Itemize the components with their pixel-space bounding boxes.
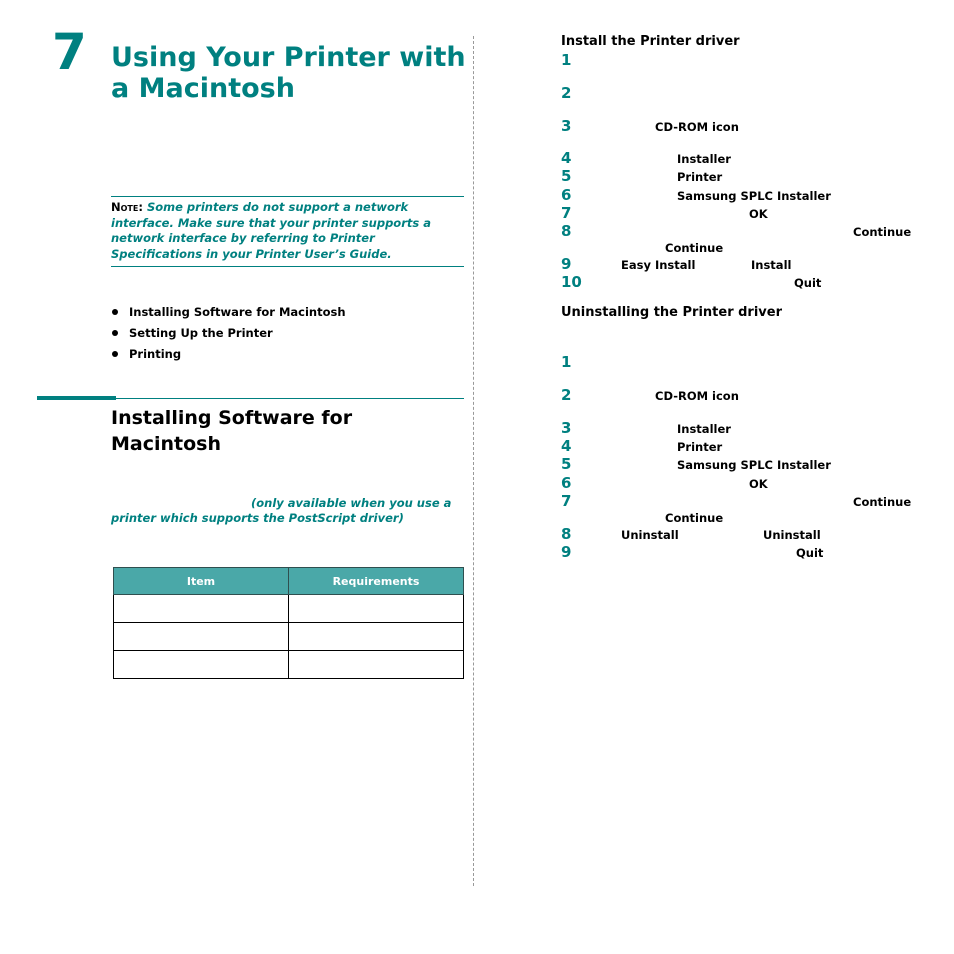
uninstall-keyword: CD-ROM icon — [655, 389, 739, 403]
uninstall-keyword: Continue — [665, 511, 724, 525]
uninstall-step-number: 3 — [561, 419, 572, 437]
table-row — [114, 623, 464, 651]
install-step-number: 9 — [561, 255, 572, 273]
topic-item[interactable]: Installing Software for Macintosh — [111, 304, 346, 325]
note-label: Note: — [111, 200, 143, 214]
install-step-number: 4 — [561, 149, 572, 167]
table-header-item: Item — [114, 568, 289, 595]
uninstall-keyword: OK — [749, 477, 768, 491]
install-step-number: 2 — [561, 84, 572, 102]
install-keyword: Install — [751, 258, 792, 272]
note-text: Some printers do not support a network interface. Make sure that your printer supports a network interface by referring to Printer Specifications in your Printer User’s Guide. — [111, 200, 431, 261]
uninstall-step-number: 7 — [561, 492, 572, 510]
bullet-icon — [112, 309, 118, 315]
requirements-table — [113, 567, 464, 679]
chapter-number: 7 — [52, 23, 87, 81]
uninstall-step-number: 2 — [561, 386, 572, 404]
install-step-number: 10 — [561, 273, 582, 291]
uninstall-keyword: Samsung SPLC Installer — [677, 458, 831, 472]
uninstall-step-number: 4 — [561, 437, 572, 455]
uninstall-keyword: Uninstall — [763, 528, 821, 542]
uninstall-step-number: 6 — [561, 474, 572, 492]
topic-item[interactable]: Setting Up the Printer — [111, 325, 346, 346]
note-bottom-rule — [111, 266, 464, 267]
install-step-number: 3 — [561, 117, 572, 135]
bullet-icon — [112, 330, 118, 336]
topic-item[interactable]: Printing — [111, 346, 346, 367]
column-divider — [473, 36, 474, 886]
uninstall-step-number: 1 — [561, 353, 572, 371]
install-keyword: Continue — [853, 225, 912, 239]
install-step-number: 6 — [561, 186, 572, 204]
install-keyword: OK — [749, 207, 768, 221]
chapter-title: Using Your Printer with a Macintosh — [111, 42, 466, 104]
install-step-number: 8 — [561, 222, 572, 240]
install-keyword: Samsung SPLC Installer — [677, 189, 831, 203]
install-step-number: 1 — [561, 51, 572, 69]
install-keyword: CD-ROM icon — [655, 120, 739, 134]
uninstall-keyword: Printer — [677, 440, 723, 454]
section-title: Installing Software for Macintosh — [111, 407, 353, 455]
install-keyword: Installer — [677, 152, 731, 166]
uninstall-step-number: 9 — [561, 543, 572, 561]
section-rule — [116, 398, 464, 399]
note-top-rule — [111, 196, 464, 197]
install-step-number: 5 — [561, 167, 572, 185]
install-keyword: Printer — [677, 170, 723, 184]
postscript-note: (only available when you use a printer which supports the PostScript driver) — [111, 496, 452, 525]
section-accent-bar — [37, 396, 116, 400]
table-row — [114, 651, 464, 679]
uninstall-heading: Uninstalling the Printer driver — [561, 305, 783, 320]
table-header-requirements: Requirements — [289, 568, 464, 595]
uninstall-keyword: Installer — [677, 422, 731, 436]
install-step-number: 7 — [561, 204, 572, 222]
uninstall-keyword: Uninstall — [621, 528, 679, 542]
uninstall-keyword: Quit — [796, 546, 824, 560]
note-block — [111, 200, 463, 262]
table-row — [114, 595, 464, 623]
install-keyword: Continue — [665, 241, 724, 255]
uninstall-step-number: 8 — [561, 525, 572, 543]
uninstall-step-number: 5 — [561, 455, 572, 473]
bullet-icon — [112, 351, 118, 357]
install-keyword: Easy Install — [621, 258, 696, 272]
uninstall-keyword: Continue — [853, 495, 912, 509]
install-heading: Install the Printer driver — [561, 34, 740, 49]
topic-list — [111, 304, 346, 367]
install-keyword: Quit — [794, 276, 822, 290]
